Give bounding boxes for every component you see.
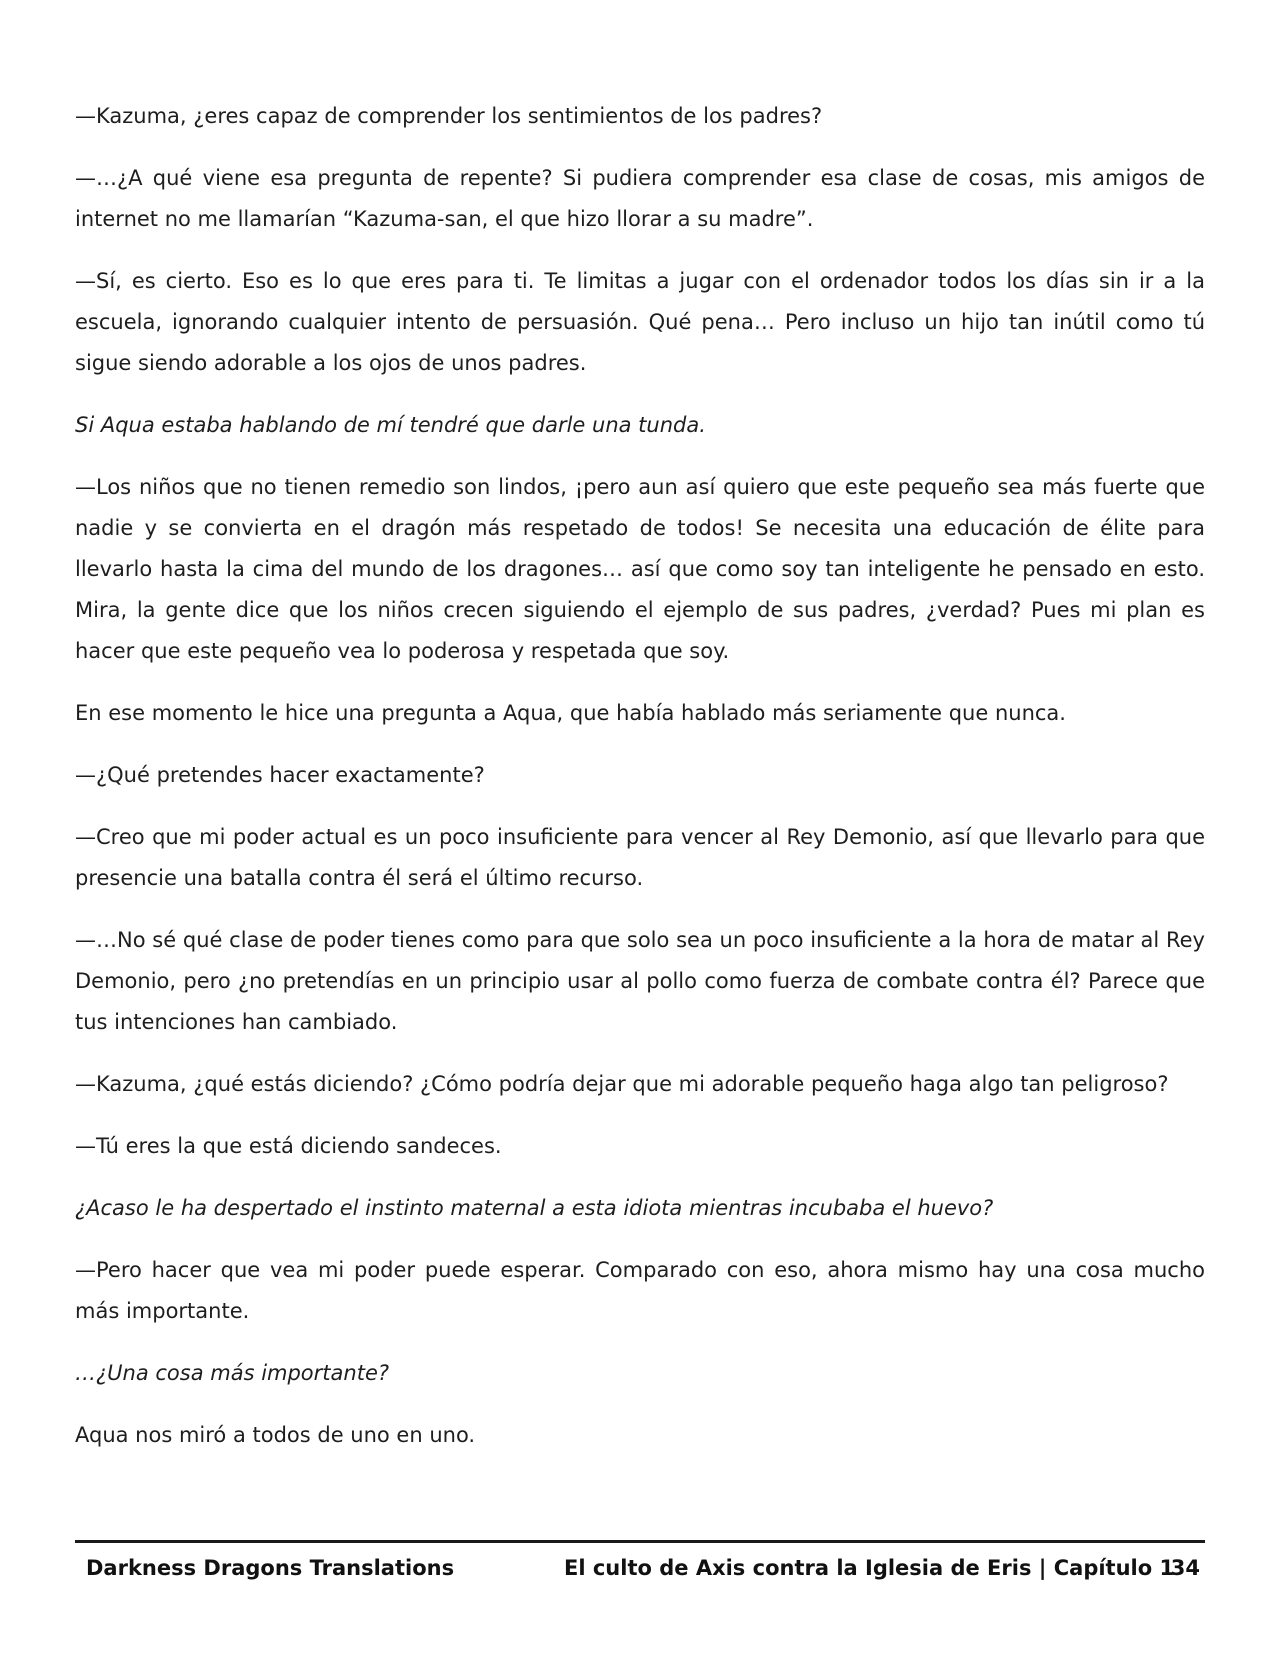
- footer-group-name: Darkness Dragons Translations: [86, 1556, 455, 1580]
- page-footer: [86, 1551, 1200, 1585]
- page-body: [75, 96, 1205, 1477]
- paragraph: —Creo que mi poder actual es un poco insuficiente para vencer al Rey Demonio, así que llevarlo para que presencie una batalla contra él será el último recurso.: [75, 825, 1205, 890]
- paragraph: —¿Qué pretendes hacer exactamente?: [75, 763, 485, 787]
- footer-book-chapter: El culto de Axis contra la Iglesia de Eris | Capítulo 1: [564, 1556, 1175, 1580]
- paragraph: —Tú eres la que está diciendo sandeces.: [75, 1134, 502, 1158]
- footer-divider: [75, 1540, 1205, 1543]
- paragraph: —Kazuma, ¿eres capaz de comprender los sentimientos de los padres?: [75, 104, 823, 128]
- paragraph: —Los niños que no tienen remedio son lindos, ¡pero aun así quiero que este pequeño sea más fuerte que nadie y se convierta en el dragón más respetado de todos! Se necesita una educación de élite para llevarlo hasta la cima del mundo de los dragones… así que como soy tan inteligente he pensado en esto. Mira, la gente dice que los niños crecen siguiendo el ejemplo de sus padres, ¿verdad? Pues mi plan es hacer que este pequeño vea lo poderosa y respetada que soy.: [75, 475, 1205, 663]
- paragraph: Aqua nos miró a todos de uno en uno.: [75, 1423, 476, 1447]
- paragraph: —…¿A qué viene esa pregunta de repente? Si pudiera comprender esa clase de cosas, mis amigos de internet no me llamarían “Kazuma-san, el que hizo llorar a su madre”.: [75, 166, 1205, 231]
- paragraph-italic-thought: ¿Acaso le ha despertado el instinto maternal a esta idiota mientras incubaba el huevo?: [75, 1196, 994, 1220]
- footer-page-number: 34: [1170, 1556, 1200, 1580]
- paragraph: —Kazuma, ¿qué estás diciendo? ¿Cómo podría dejar que mi adorable pequeño haga algo tan peligroso?: [75, 1072, 1169, 1096]
- paragraph: —Sí, es cierto. Eso es lo que eres para ti. Te limitas a jugar con el ordenador todos los días sin ir a la escuela, ignorando cualquier intento de persuasión. Qué pena… Pero incluso un hijo tan inútil como tú sigue siendo adorable a los ojos de unos padres.: [75, 269, 1205, 375]
- paragraph: En ese momento le hice una pregunta a Aqua, que había hablado más seriamente que nunca.: [75, 701, 1066, 725]
- paragraph-italic-thought: …¿Una cosa más importante?: [75, 1361, 390, 1385]
- paragraph-italic-thought: Si Aqua estaba hablando de mí tendré que darle una tunda.: [75, 413, 706, 437]
- paragraph: —Pero hacer que vea mi poder puede esperar. Comparado con eso, ahora mismo hay una cosa mucho más importante.: [75, 1258, 1205, 1323]
- paragraph: —…No sé qué clase de poder tienes como para que solo sea un poco insuficiente a la hora de matar al Rey Demonio, pero ¿no pretendías en un principio usar al pollo como fuerza de combate contra él? Parece que tus intenciones han cambiado.: [75, 928, 1205, 1034]
